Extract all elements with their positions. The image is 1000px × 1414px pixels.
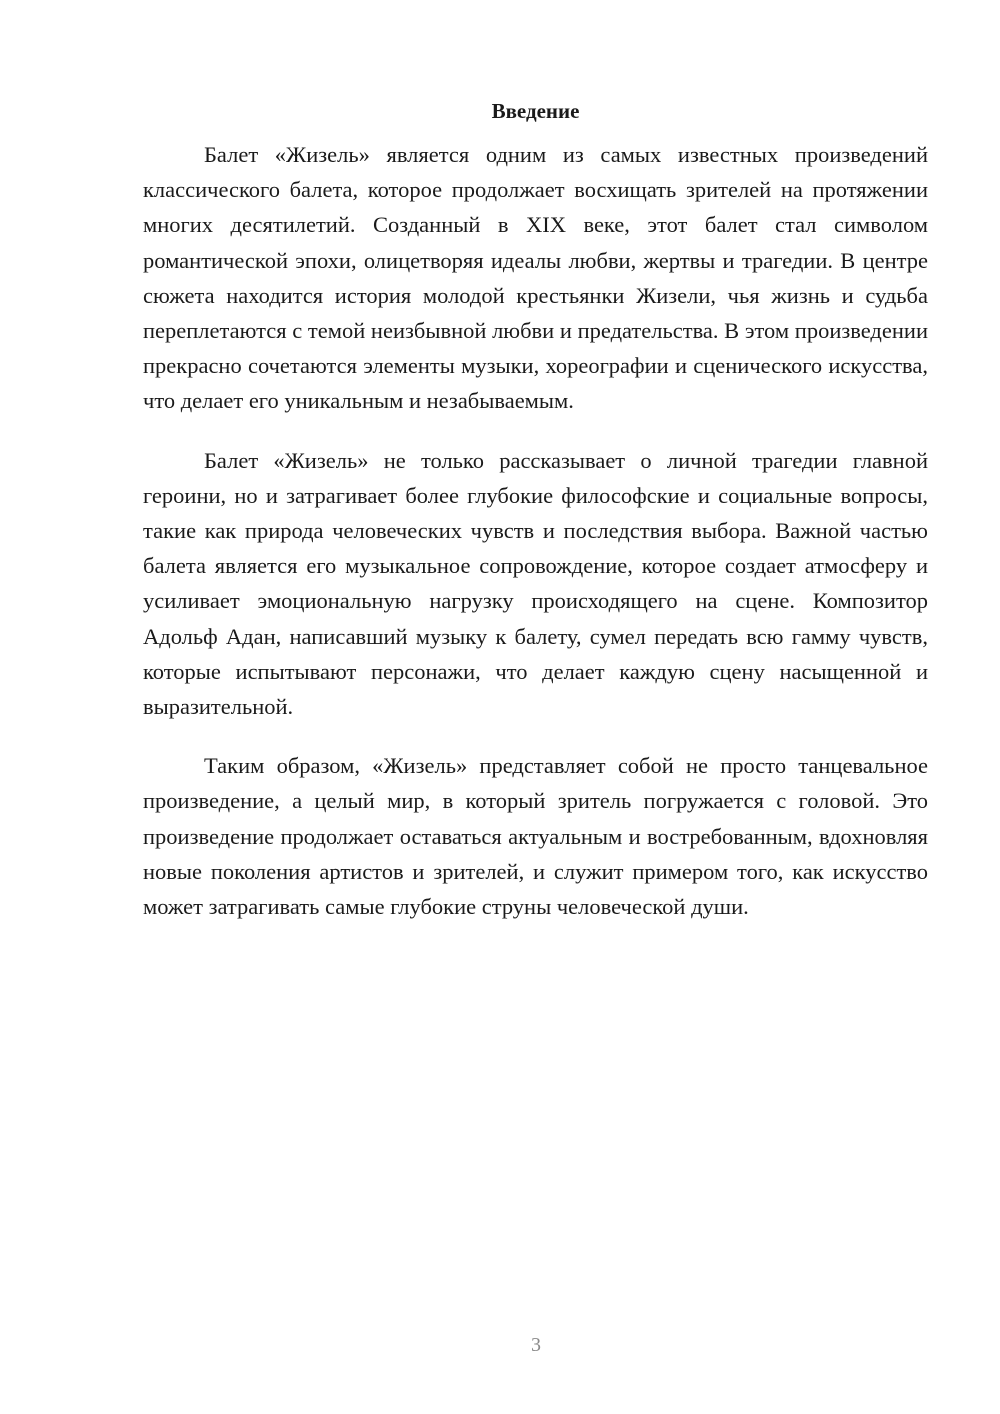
paragraph-1: Балет «Жизель» является одним из самых известных произведений классического балета, которое продолжает восхищать зрителей на протяжении многих десятилетий. Созданный в XIX веке, этот балет стал символом романтической эпохи, олицетворяя идеалы любви, жертвы и трагедии. В центре сюжета находится история молодой крестьянки Жизели, чья жизнь и судьба переплетаются с темой неизбывной любви и предательства. В этом произведении прекрасно сочетаются элементы музыки, хореографии и сценического искусства, что делает его уникальным и незабываемым. <box>143 142 928 414</box>
paragraph-3: Таким образом, «Жизель» представляет собой не просто танцевальное произведение, а целый мир, в который зритель погружается с головой. Это произведение продолжает оставаться актуальным и востребованным, вдохновляя новые поколения артистов и зрителей, и служит примером того, как искусство может затрагивать самые глубокие струны человеческой души. <box>143 753 928 920</box>
paragraph-2: Балет «Жизель» не только рассказывает о личной трагедии главной героини, но и затрагивает более глубокие философские и социальные вопросы, такие как природа человеческих чувств и последствия выбора. Важной частью балета является его музыкальное сопровождение, которое создает атмосферу и усиливает эмоциональную нагрузку происходящего на сцене. Композитор Адольф Адан, написавший музыку к балету, сумел передать всю гамму чувств, которые испытывают персонажи, что делает каждую сцену насыщенной и выразительной. <box>143 447 928 720</box>
page-number: 3 <box>531 1334 541 1356</box>
section-heading: Введение <box>491 99 580 123</box>
document-body <box>143 96 928 948</box>
